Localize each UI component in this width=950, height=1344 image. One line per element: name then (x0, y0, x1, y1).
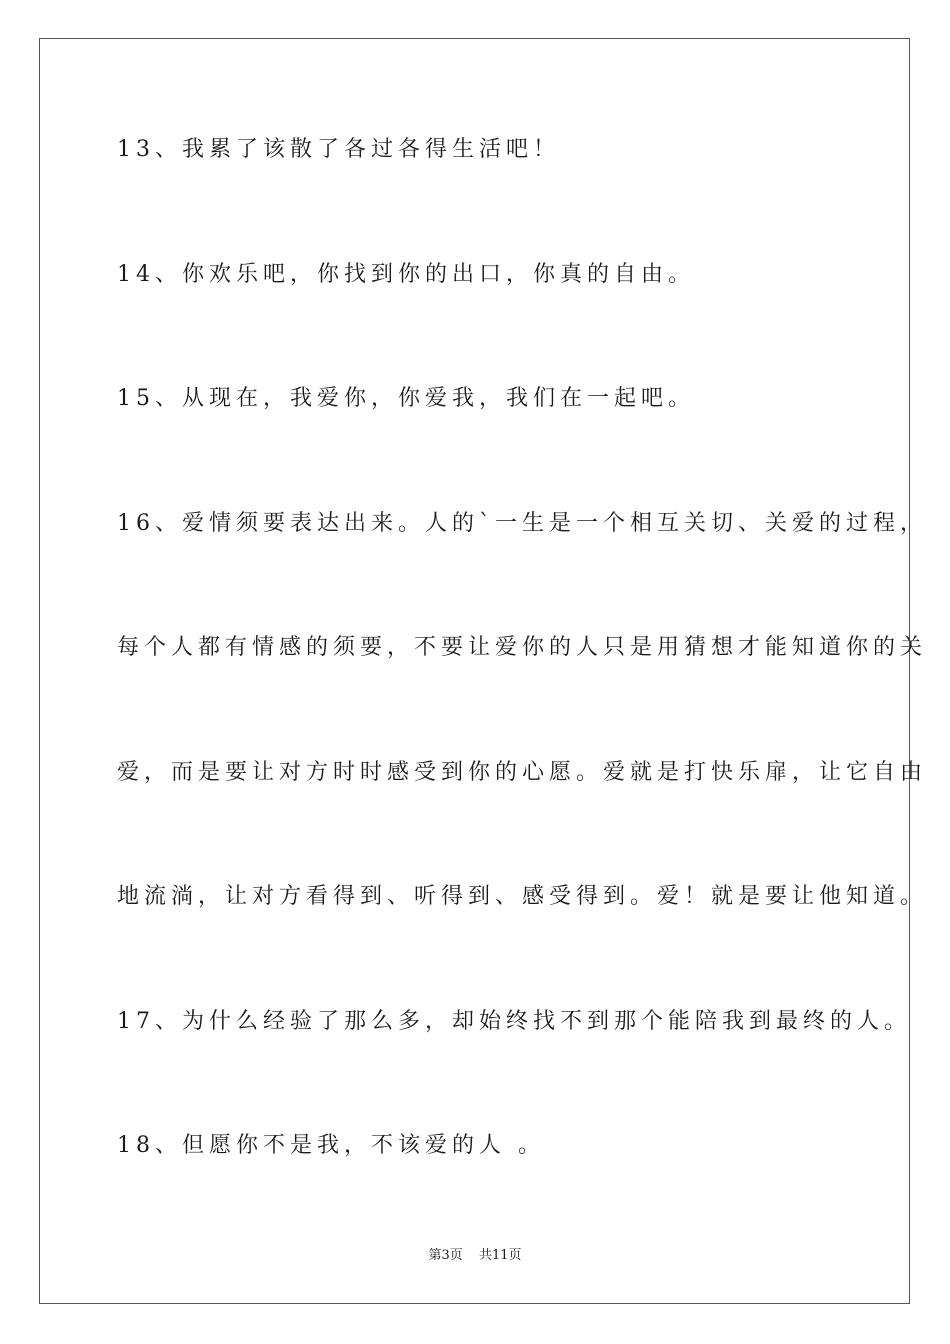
text-line-17: 17、为什么经验了那么多，却始终找不到那个能陪我到最终的人。 (117, 1009, 911, 1034)
page-border (39, 38, 910, 1304)
text-line-14: 14、你欢乐吧，你找到你的出口，你真的自由。 (117, 262, 695, 287)
text-line-16-cont-1: 每个人都有情感的须要，不要让爱你的人只是用猜想才能知道你的关 (117, 635, 928, 660)
text-line-15: 15、从现在，我爱你，你爱我，我们在一起吧。 (117, 386, 695, 411)
page-number: 第3页 (428, 1248, 463, 1263)
text-line-18: 18、但愿你不是我，不该爱的人 。 (117, 1133, 545, 1158)
text-line-16: 16、爱情须要表达出来。人的`一生是一个相互关切、关爱的过程， (117, 511, 927, 536)
text-line-13: 13、我累了该散了各过各得生活吧！ (117, 137, 560, 162)
text-line-16-cont-2: 爱，而是要让对方时时感受到你的心愿。爱就是打快乐扉，让它自由 (117, 760, 928, 785)
page-footer (0, 1247, 950, 1265)
page-total: 共11页 (478, 1248, 522, 1263)
text-line-16-cont-3: 地流淌，让对方看得到、听得到、感受得到。爱！就是要让他知道。 (117, 884, 928, 909)
